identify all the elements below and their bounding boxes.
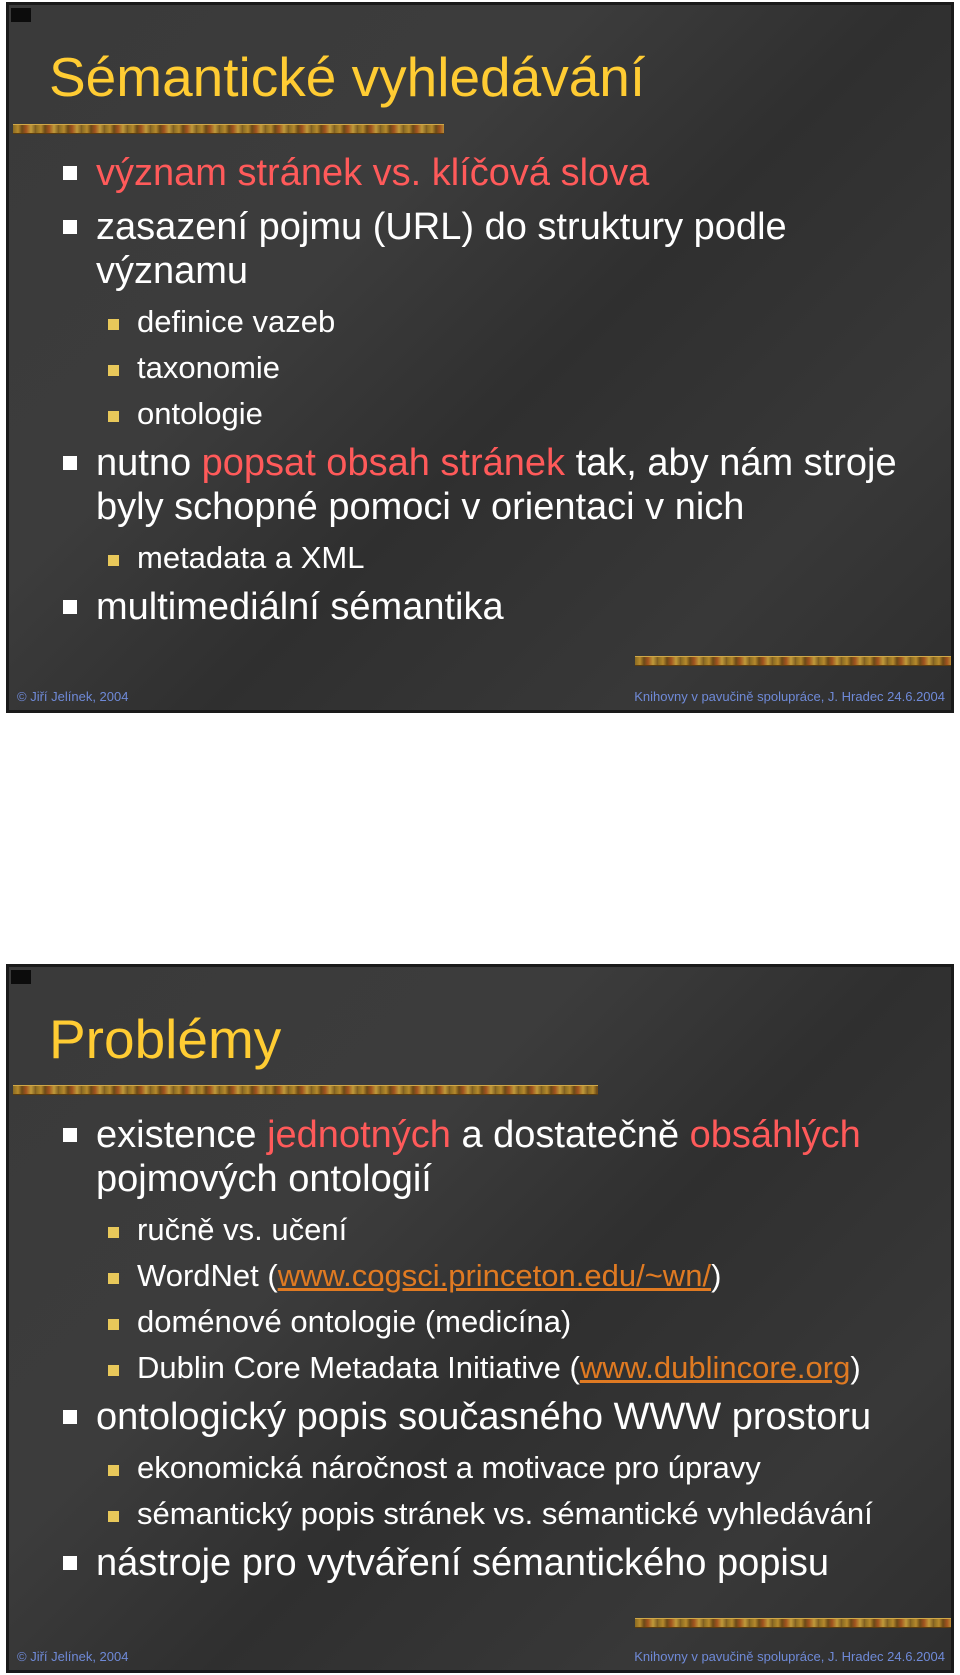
square-bullet-icon bbox=[63, 1556, 77, 1570]
square-bullet-icon bbox=[108, 1365, 119, 1376]
bullet-list bbox=[49, 1113, 931, 1595]
slide-title: Problémy bbox=[49, 1008, 282, 1070]
sub-bullet-text: metadata a XML bbox=[137, 540, 365, 575]
sub-bullet-item bbox=[49, 1303, 931, 1341]
square-bullet-icon bbox=[108, 1227, 119, 1238]
square-bullet-icon bbox=[108, 411, 119, 422]
bullet-item bbox=[49, 205, 931, 293]
sub-bullet-item bbox=[49, 303, 931, 341]
bullet-item bbox=[49, 1113, 931, 1201]
bullet-list bbox=[49, 151, 931, 639]
bullet-text: ontologický popis současného WWW prostoru bbox=[96, 1396, 872, 1438]
sub-bullet-item bbox=[49, 1257, 931, 1295]
sub-bullet-text: WordNet ( bbox=[137, 1258, 278, 1293]
highlight-text: obsáhlých bbox=[689, 1114, 861, 1156]
sub-bullet-text: doménové ontologie (medicína) bbox=[137, 1304, 572, 1339]
bullet-item bbox=[49, 151, 931, 195]
highlight-text: popsat obsah stránek bbox=[201, 442, 566, 484]
sub-bullet-item bbox=[49, 349, 931, 387]
square-bullet-icon bbox=[108, 1465, 119, 1476]
sub-bullet-item bbox=[49, 1211, 931, 1249]
bullet-text: existence bbox=[96, 1114, 268, 1156]
sub-bullet-item bbox=[49, 1449, 931, 1487]
square-bullet-icon bbox=[63, 220, 77, 234]
corner-marker bbox=[11, 8, 31, 22]
dublincore-link[interactable]: www.dublincore.org bbox=[579, 1350, 851, 1385]
highlight-text: význam stránek vs. klíčová slova bbox=[96, 152, 650, 194]
square-bullet-icon bbox=[63, 166, 77, 180]
sub-bullet-item bbox=[49, 395, 931, 433]
title-underline-bar bbox=[13, 124, 444, 134]
bullet-text: nutno bbox=[96, 442, 202, 484]
bullet-text: pojmových ontologií bbox=[96, 1158, 432, 1200]
sub-bullet-text: ekonomická náročnost a motivace pro úpravy bbox=[137, 1450, 761, 1485]
title-underline-bar bbox=[13, 1085, 598, 1095]
bullet-text: tak, aby nám stroje byly schopné pomoci v orientaci v nich bbox=[96, 442, 897, 528]
sub-bullet-item bbox=[49, 539, 931, 577]
sub-bullet-text: Dublin Core Metadata Initiative ( bbox=[137, 1350, 580, 1385]
sub-bullet-item bbox=[49, 1495, 931, 1533]
slide-1 bbox=[6, 2, 954, 713]
footer-decor-bar bbox=[635, 1618, 954, 1628]
square-bullet-icon bbox=[108, 1319, 119, 1330]
sub-bullet-text: taxonomie bbox=[137, 350, 281, 385]
bullet-text: multimediální sémantika bbox=[96, 586, 504, 628]
footer-event: Knihovny v pavučině spolupráce, J. Hradec 24.6.2004 bbox=[634, 689, 945, 704]
sub-bullet-text: sémantický popis stránek vs. sémantické vyhledávání bbox=[137, 1496, 873, 1531]
footer-event: Knihovny v pavučině spolupráce, J. Hradec 24.6.2004 bbox=[634, 1649, 945, 1664]
sub-bullet-text: definice vazeb bbox=[137, 304, 336, 339]
highlight-text: jednotných bbox=[267, 1114, 451, 1156]
footer-copyright: © Jiří Jelínek, 2004 bbox=[17, 689, 129, 704]
sub-bullet-text: ručně vs. učení bbox=[137, 1212, 348, 1247]
square-bullet-icon bbox=[63, 600, 77, 614]
square-bullet-icon bbox=[108, 319, 119, 330]
sub-bullet-text: ) bbox=[711, 1258, 722, 1293]
square-bullet-icon bbox=[108, 365, 119, 376]
bullet-item bbox=[49, 1541, 931, 1585]
square-bullet-icon bbox=[108, 1511, 119, 1522]
square-bullet-icon bbox=[63, 1410, 77, 1424]
footer-copyright: © Jiří Jelínek, 2004 bbox=[17, 1649, 129, 1664]
square-bullet-icon bbox=[108, 1273, 119, 1284]
square-bullet-icon bbox=[63, 456, 77, 470]
bullet-text: zasazení pojmu (URL) do struktury podle významu bbox=[96, 206, 787, 292]
bullet-text: nástroje pro vytváření sémantického popisu bbox=[96, 1542, 829, 1584]
footer-decor-bar bbox=[635, 656, 954, 666]
bullet-text: a dostatečně bbox=[450, 1114, 690, 1156]
square-bullet-icon bbox=[63, 1128, 77, 1142]
slide-title: Sémantické vyhledávání bbox=[49, 46, 646, 108]
corner-marker bbox=[11, 970, 31, 984]
sub-bullet-text: ) bbox=[850, 1350, 861, 1385]
sub-bullet-text: ontologie bbox=[137, 396, 263, 431]
sub-bullet-item bbox=[49, 1349, 931, 1387]
bullet-item bbox=[49, 441, 931, 529]
square-bullet-icon bbox=[108, 555, 119, 566]
bullet-item bbox=[49, 1395, 931, 1439]
slide-2 bbox=[6, 964, 954, 1673]
bullet-item bbox=[49, 585, 931, 629]
wordnet-link[interactable]: www.cogsci.princeton.edu/~wn/ bbox=[277, 1258, 712, 1293]
